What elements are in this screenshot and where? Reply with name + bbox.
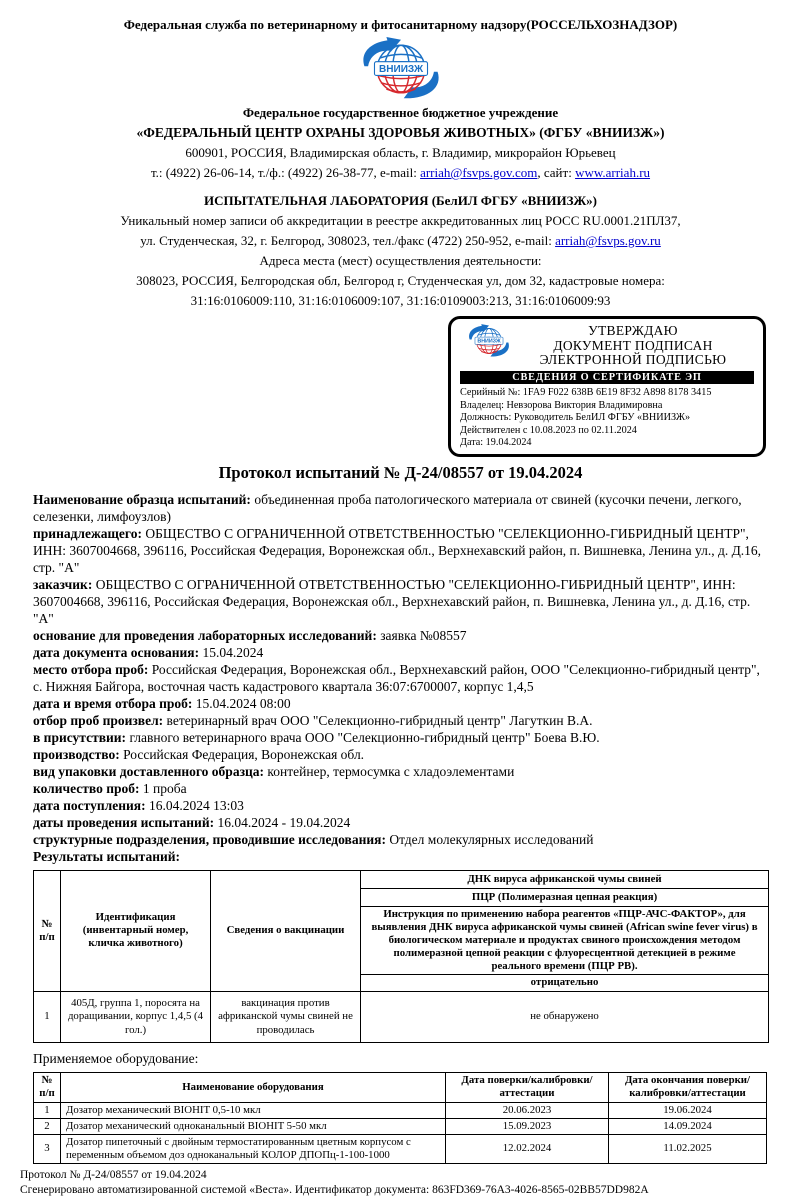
table-cell: Дозатор пипеточный с двойным термостатированным цветным корпусом с переменным объемом доз одноканальный КОЛОР ДПОПц-1-100-1000 bbox=[61, 1134, 446, 1163]
contacts-text-before-site: , сайт: bbox=[537, 165, 576, 180]
table-cell: 20.06.2023 bbox=[446, 1102, 609, 1118]
table-row bbox=[34, 1118, 767, 1134]
certificate-info-bar: СВЕДЕНИЯ О СЕРТИФИКАТЕ ЭП bbox=[460, 371, 754, 384]
stamp-owner: Владелец: Невзорова Виктория Владимировна bbox=[460, 399, 663, 411]
field-row: отбор проб произвел: ветеринарный врач ООО "Селекционно-гибридный центр" Лагуткин В.А. bbox=[33, 712, 593, 728]
stamp-date: Дата: 19.04.2024 bbox=[460, 437, 532, 449]
stamp-approve-label: УТВЕРЖДАЮ bbox=[588, 323, 678, 338]
stamp-caps bbox=[512, 324, 754, 368]
result-row-identification: 405Д, группа 1, поросята на доращивании, корпус 1,4,5 (4 гол.) bbox=[61, 991, 211, 1042]
org-name: «ФЕДЕРАЛЬНЫЙ ЦЕНТР ОХРАНЫ ЗДОРОВЬЯ ЖИВОТНЫХ» (ФГБУ «ВНИИЗЖ») bbox=[136, 125, 665, 140]
table-header-cell: Дата поверки/калибровки/аттестации bbox=[446, 1072, 609, 1102]
field-row: структурные подразделения, проводившие исследования: Отдел молекулярных исследований bbox=[33, 831, 594, 847]
results-test-name: ДНК вируса африканской чумы свиней bbox=[361, 870, 769, 888]
electronic-signature-stamp bbox=[448, 316, 766, 457]
field-label: даты проведения испытаний: bbox=[33, 814, 215, 830]
result-row-result: не обнаружено bbox=[361, 991, 769, 1042]
field-label: в присутствии: bbox=[33, 729, 127, 745]
footer-generated-line: Сгенерировано автоматизированной системой «Веста». Идентификатор документа: 863FD369-76A3-4026-8565-02BB57DD982A bbox=[20, 1184, 649, 1197]
page-footer bbox=[20, 1168, 768, 1199]
accreditation-line: Уникальный номер записи об аккредитации в реестре аккредитованных лиц РОСС RU.0001.21ПЛ37, bbox=[120, 213, 681, 228]
field-label: заказчик: bbox=[33, 576, 93, 592]
field-label: Наименование образца испытаний: bbox=[33, 491, 251, 507]
results-method: ПЦР (Полимеразная цепная реакция) bbox=[361, 888, 769, 906]
field-row: в присутствии: главного ветеринарного врача ООО "Селекционно-гибридный центр" Боева В.Ю. bbox=[33, 729, 600, 745]
email-link-main[interactable]: arriah@fsvps.gov.com bbox=[420, 165, 538, 180]
field-row: дата поступления: 16.04.2024 13:03 bbox=[33, 797, 244, 813]
org-address: 600901, РОССИЯ, Владимирская область, г. Владимир, микрорайон Юрьевец bbox=[185, 145, 616, 160]
email-link-lab[interactable]: arriah@fsvps.gov.ru bbox=[555, 233, 661, 248]
protocol-title: Протокол испытаний № Д-24/08557 от 19.04.2024 bbox=[218, 462, 583, 482]
equipment-header-row bbox=[34, 1072, 767, 1102]
org-contacts bbox=[33, 163, 768, 183]
field-row: основание для проведения лабораторных исследований: заявка №08557 bbox=[33, 627, 467, 643]
field-label: отбор проб произвел: bbox=[33, 712, 164, 728]
results-data-row bbox=[34, 991, 769, 1042]
results-col-header-vaccination: Сведения о вакцинации bbox=[211, 870, 361, 991]
stamp-header bbox=[460, 324, 754, 368]
table-header-cell: Дата окончания поверки/калибровки/аттестации bbox=[609, 1072, 767, 1102]
field-row: дата документа основания: 15.04.2024 bbox=[33, 644, 264, 660]
field-row: количество проб: 1 проба bbox=[33, 780, 187, 796]
org-type: Федеральное государственное бюджетное учреждение bbox=[242, 105, 559, 120]
table-cell: 19.06.2024 bbox=[609, 1102, 767, 1118]
agency-name: Федеральная служба по ветеринарному и фитосанитарному надзору(РОССЕЛЬХОЗНАДЗОР) bbox=[123, 17, 678, 32]
footer-protocol-line: Протокол № Д-24/08557 от 19.04.2024 bbox=[20, 1168, 207, 1181]
stamp-signed-line1: ДОКУМЕНТ ПОДПИСАН bbox=[553, 337, 713, 353]
field-label: количество проб: bbox=[33, 780, 140, 796]
results-col-header-num: № п/п bbox=[34, 870, 61, 991]
field-row bbox=[33, 848, 768, 865]
protocol-fields bbox=[33, 491, 768, 865]
field-row: заказчик: ОБЩЕСТВО С ОГРАНИЧЕННОЙ ОТВЕТСТВЕННОСТЬЮ "СЕЛЕКЦИОННО-ГИБРИДНЫЙ ЦЕНТР", ИНН: 3607004668, 396116, Российская Федерация, Воронежская обл., Верхнехавский район, п. Вишневка, Ленина ул., д. Д.16, стр. "А" bbox=[33, 576, 751, 626]
stamp-validity: Действителен с 10.08.2023 по 02.11.2024 bbox=[460, 424, 637, 436]
contacts-text-before-email: т.: (4922) 26-06-14, т./ф.: (4922) 26-38-77, e-mail: bbox=[150, 165, 421, 180]
field-label: структурные подразделения, проводившие исследования: bbox=[33, 831, 386, 847]
field-label: производство: bbox=[33, 746, 120, 762]
table-cell: 11.02.2025 bbox=[609, 1134, 767, 1163]
vniizh-logo-small bbox=[460, 324, 518, 358]
field-label: основание для проведения лабораторных исследований: bbox=[33, 627, 377, 643]
result-row-num: 1 bbox=[34, 991, 61, 1042]
field-row: место отбора проб: Российская Федерация, Воронежская обл., Верхнехавский район, ООО "Селекционно-гибридный центр", с. Нижняя Байгора, восточная часть кадастрового квартала 36:07:6700007, корпус 1,4,5 bbox=[33, 661, 760, 694]
field-label: принадлежащего: bbox=[33, 525, 142, 541]
field-row: принадлежащего: ОБЩЕСТВО С ОГРАНИЧЕННОЙ ОТВЕТСТВЕННОСТЬЮ "СЕЛЕКЦИОННО-ГИБРИДНЫЙ ЦЕНТР", ИНН: 3607004668, 396116, Российская Федерация, Воронежская обл., Верхнехавский район, п. Вишневка, Ленина ул., д. Д.16, стр. "А" bbox=[33, 525, 762, 575]
table-row bbox=[34, 1102, 767, 1118]
stamp-signed-line2: ЭЛЕКТРОННОЙ ПОДПИСЬЮ bbox=[539, 352, 727, 367]
field-row: даты проведения испытаний: 16.04.2024 - 19.04.2024 bbox=[33, 814, 351, 830]
field-label: дата поступления: bbox=[33, 797, 146, 813]
results-table bbox=[33, 870, 769, 1043]
lab-address-text: ул. Студенческая, 32, г. Белгород, 308023, тел./факс (4722) 250-952, e-mail: bbox=[140, 233, 556, 248]
table-cell: 12.02.2024 bbox=[446, 1134, 609, 1163]
field-label: место отбора проб: bbox=[33, 661, 149, 677]
website-link[interactable]: www.arriah.ru bbox=[575, 165, 651, 180]
activity-address-line: 308023, РОССИЯ, Белгородская обл, Белгород г, Студенческая ул, дом 32, кадастровые номера: bbox=[136, 273, 665, 288]
table-cell: 15.09.2023 bbox=[446, 1118, 609, 1134]
table-cell: 14.09.2024 bbox=[609, 1118, 767, 1134]
results-method-doc: Инструкция по применению набора реагентов «ПЦР-АЧС-ФАКТОР», для выявления ДНК вируса африканской чумы свиней (African swine fever virus) в биологическом материале и продуктах свиного происхождения методом полимеразной цепной реакции с флуоресцентной детекцией в режиме реального времени (ПЦР РВ). bbox=[361, 906, 769, 974]
field-row: производство: Российская Федерация, Воронежская обл. bbox=[33, 746, 365, 762]
results-col-header-identification: Идентификация (инвентарный номер, кличка животного) bbox=[61, 870, 211, 991]
table-cell: Дозатор механический одноканальный BIOHIT 5-50 мкл bbox=[61, 1118, 446, 1134]
table-header-cell: № п/п bbox=[34, 1072, 61, 1102]
field-label: Результаты испытаний: bbox=[33, 848, 181, 864]
cadastral-numbers: 31:16:0106009:110, 31:16:0106009:107, 31:16:0109003:213, 31:16:0106009:93 bbox=[190, 293, 611, 308]
field-row: вид упаковки доставленного образца: контейнер, термосумка с хладоэлементами bbox=[33, 763, 515, 779]
vniizh-logo bbox=[342, 37, 460, 101]
lab-title: ИСПЫТАТЕЛЬНАЯ ЛАБОРАТОРИЯ (БелИЛ ФГБУ «ВНИИЗЖ») bbox=[203, 193, 598, 208]
field-row: дата и время отбора проб: 15.04.2024 08:00 bbox=[33, 695, 291, 711]
field-label: вид упаковки доставленного образца: bbox=[33, 763, 265, 779]
field-label: дата документа основания: bbox=[33, 644, 200, 660]
field-label: дата и время отбора проб: bbox=[33, 695, 193, 711]
table-row bbox=[34, 1134, 767, 1163]
table-cell: 2 bbox=[34, 1118, 61, 1134]
table-cell: Дозатор механический BIOHIT 0,5-10 мкл bbox=[61, 1102, 446, 1118]
field-row: Наименование образца испытаний: объединенная проба патологического материала от свиней (кусочки печени, легкого, селезенки, лимфоузлов) bbox=[33, 491, 742, 524]
stamp-serial: Серийный №: 1FA9 F022 638B 6E19 8F32 A898 8178 3415 bbox=[460, 387, 712, 398]
results-norm: отрицательно bbox=[361, 974, 769, 991]
result-row-vaccination: вакцинация против африканской чумы свиней не проводилась bbox=[211, 991, 361, 1042]
table-cell: 3 bbox=[34, 1134, 61, 1163]
lab-address bbox=[33, 231, 768, 251]
table-header-cell: Наименование оборудования bbox=[61, 1072, 446, 1102]
table-cell: 1 bbox=[34, 1102, 61, 1118]
activity-addresses-label: Адреса места (мест) осуществления деятельности: bbox=[259, 253, 542, 268]
equipment-section-label: Применяемое оборудование: bbox=[33, 1050, 199, 1066]
equipment-table bbox=[33, 1072, 767, 1164]
stamp-position: Должность: Руководитель БелИЛ ФГБУ «ВНИИЗЖ» bbox=[460, 412, 691, 424]
